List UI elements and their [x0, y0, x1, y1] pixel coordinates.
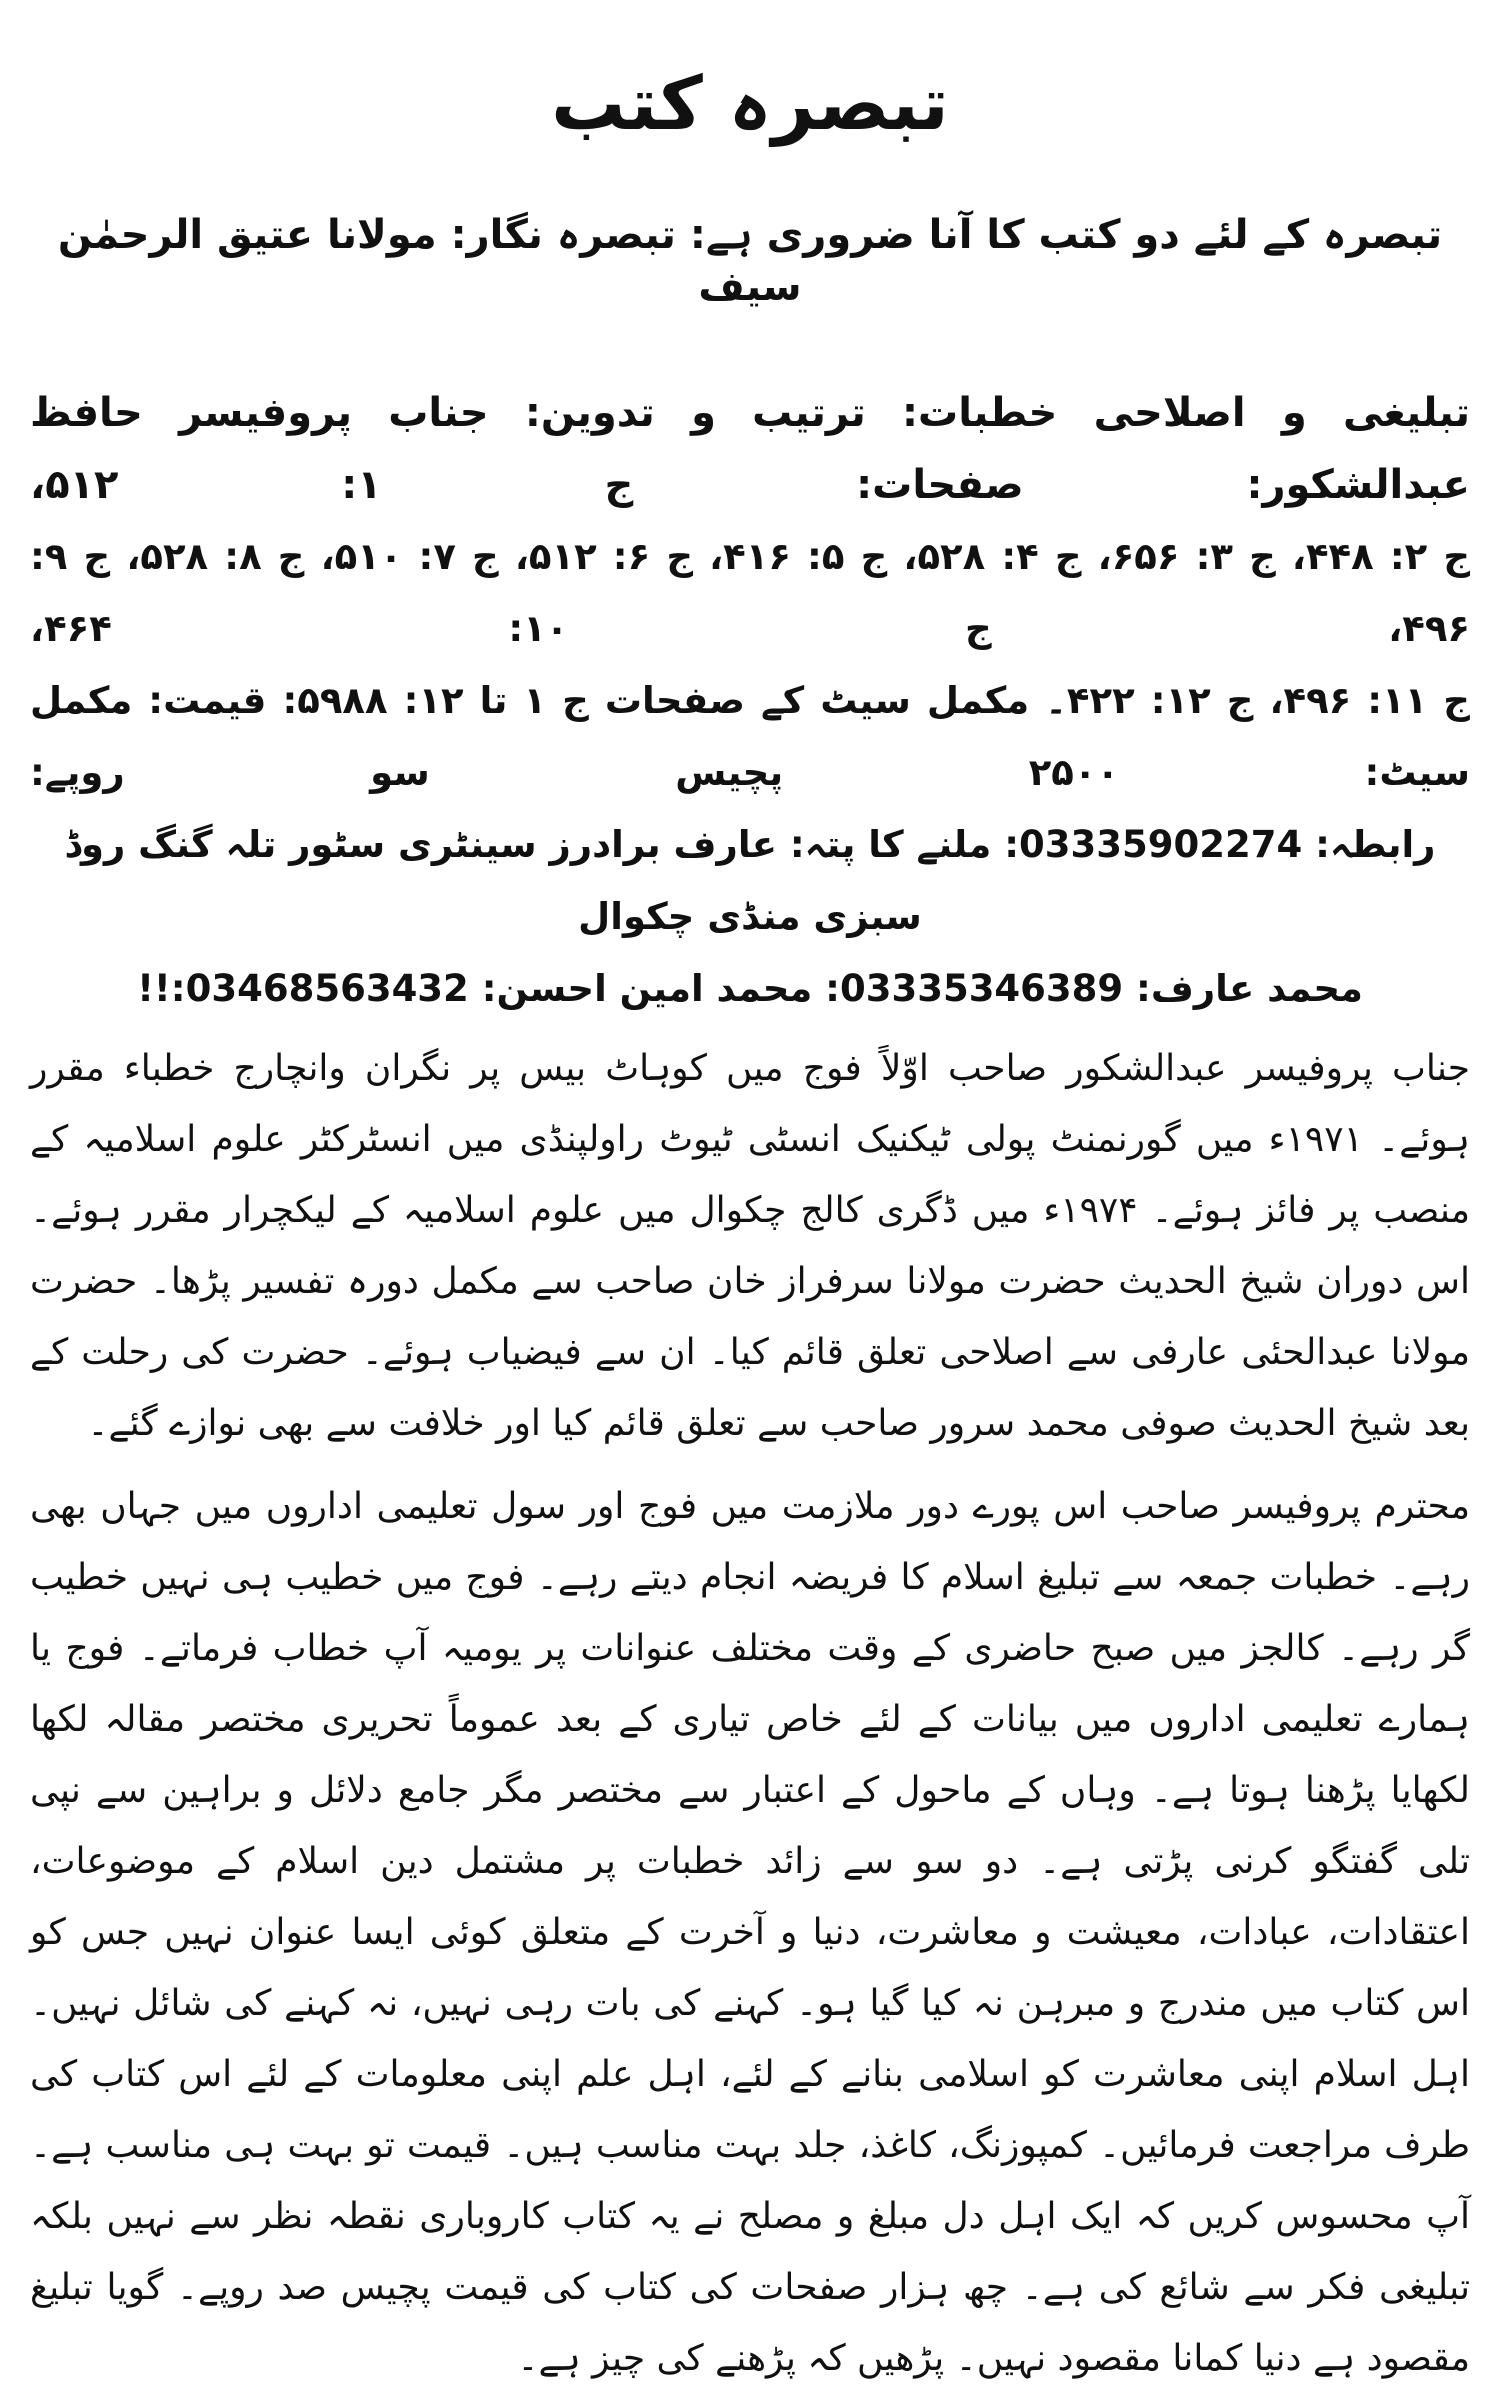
page-title: تبصرہ کتب — [551, 61, 949, 147]
page-subtitle: تبصرہ کے لئے دو کتب کا آنا ضروری ہے: تبصرہ نگار: مولانا عتیق الرحمٰن سیف — [57, 211, 1443, 310]
contact-end: :!! — [137, 966, 186, 1010]
contact-phone-1: 03335346389 — [839, 966, 1124, 1010]
body-paragraph-2: محترم پروفیسر صاحب اس پورے دور ملازمت میں فوج اور سول تعلیمی اداروں میں جہاں بھی رہے۔ خطبات جمعہ سے تبلیغ اسلام کا فریضہ انجام دیتے رہے۔ فوج میں خطیب ہی نہیں خطیب گر رہے۔ کالجز میں صبح حاضری کے وقت مختلف عنوانات پر یومیہ آپ خطاب فرماتے۔ فوج یا ہمارے تعلیمی اداروں میں بیانات کے لئے خاص تیاری کے بعد عموماً تحریری مختصر مقالہ لکھا لکھایا پڑھنا ہوتا ہے۔ وہاں کے ماحول کے اعتبار سے مختصر مگر جامع دلائل و براہین سے نپی تلی گفتگو کرنی پڑتی ہے۔ دو سو سے زائد خطبات پر مشتمل دین اسلام کے موضوعات، اعتقادات، عبادات، معیشت و معاشرت، دنیا و آخرت کے متعلق کوئی ایسا عنوان نہیں جس کو اس کتاب میں مندرج و مبرہن نہ کیا گیا ہو۔ کہنے کی بات رہی نہیں، نہ کہنے کی شائل نہیں۔ اہل اسلام اپنی معاشرت کو اسلامی بنانے کے لئے، اہل علم اپنی معلومات کے لئے اس کتاب کی طرف مراجعت فرمائیں۔ کمپوزنگ، کاغذ، جلد بہت مناسب ہیں۔ قیمت تو بہت ہی مناسب ہے۔ آپ محسوس کریں کہ ایک اہل دل مبلغ و مصلح نے یہ کتاب کاروباری نقطہ نظر سے نہیں بلکہ تبلیغی فکر سے شائع کی ہے۔ چھ ہزار صفحات کی کتاب کی قیمت پچیس صد روپے۔ گویا تبلیغ مقصود ہے دنیا کمانا مقصود نہیں۔ پڑھیں کہ پڑھنے کی چیز ہے۔ — [30, 1485, 1470, 2379]
address-text: : ملنے کا پتہ: عارف برادرز سینٹری سٹور تلہ گنگ روڈ سبزی منڈی چکوال — [64, 822, 1019, 938]
contact-label: رابطہ: — [1302, 822, 1436, 866]
review-page — [30, 60, 1471, 2379]
book-info-line-4 — [30, 809, 1470, 953]
book-info-line-3: ج ۱۱: ۴۹۶، ج ۱۲: ۴۲۲۔ مکمل سیٹ کے صفحات ج ۱ تا ۱۲: ۵۹۸۸: قیمت: مکمل سیٹ: ۲۵۰۰ پچیس سو روپے: — [30, 678, 1470, 794]
book-info-line-2: ج ۲: ۴۴۸، ج ۳: ۶۵۶، ج ۴: ۵۲۸، ج ۵: ۴۱۶، ج ۶: ۵۱۲، ج ۷: ۵۱۰، ج ۸: ۵۲۸، ج ۹: ۴۹۶، ج ۱۰: ۴۶۴، — [30, 534, 1471, 650]
contact-name-2: : محمد امین احسن: — [468, 966, 840, 1010]
contact-phone: 03335902274 — [1019, 822, 1303, 866]
book-info — [30, 377, 1470, 1025]
body-paragraph-1: جناب پروفیسر عبدالشکور صاحب اوّلاً فوج میں کوہاٹ بیس پر نگران وانچارج خطباء مقرر ہوئے۔ ۱۹۷۱ء میں گورنمنٹ پولی ٹیکنیک انسٹی ٹیوٹ راولپنڈی میں انسٹرکٹر علوم اسلامیہ کے منصب پر فائز ہوئے۔ ۱۹۷۴ء میں ڈگری کالج چکوال میں علوم اسلامیہ کے لیکچرار مقرر ہوئے۔ اس دوران شیخ الحدیث حضرت مولانا سرفراز خان صاحب سے مکمل دورہ تفسیر پڑھا۔ حضرت مولانا عبدالحئی عارفی سے اصلاحی تعلق قائم کیا۔ ان سے فیضیاب ہوئے۔ حضرت کی رحلت کے بعد شیخ الحدیث صوفی محمد سرور صاحب سے تعلق قائم کیا اور خلافت سے بھی نوازے گئے۔ — [30, 1047, 1471, 1444]
contact-name-1: محمد عارف: — [1123, 966, 1363, 1010]
book-info-line-5 — [30, 953, 1470, 1025]
contact-phone-2: 03468563432 — [185, 966, 469, 1010]
book-info-line-1: تبلیغی و اصلاحی خطبات: ترتیب و تدوین: جناب پروفیسر حافظ عبدالشکور: صفحات: ج ۱: ۵۱۲، — [30, 389, 1470, 508]
